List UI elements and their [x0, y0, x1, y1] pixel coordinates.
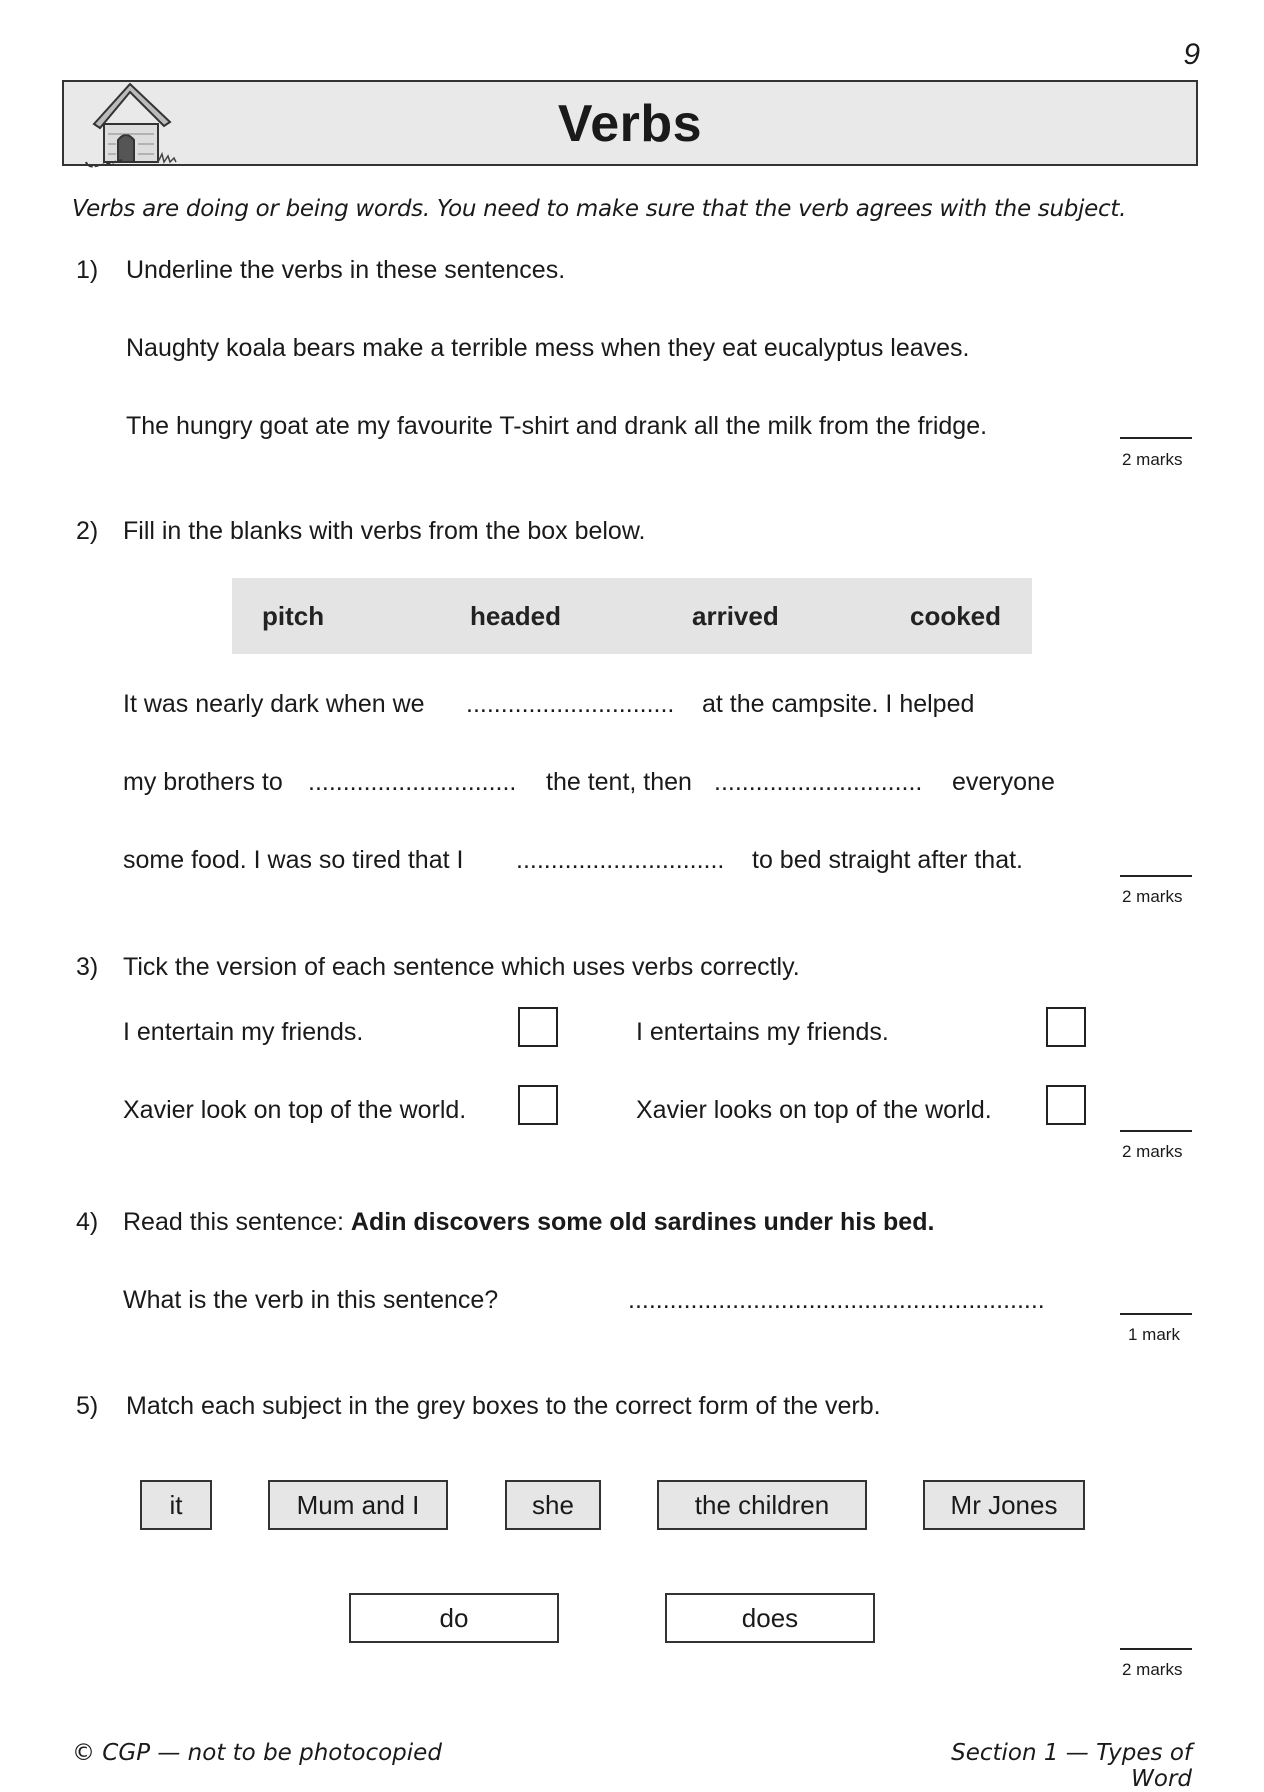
q5-marks: 2 marks — [1122, 1660, 1183, 1679]
q2-line-1a: It was nearly dark when we — [123, 690, 425, 718]
q2-blank-4[interactable]: .............................. — [516, 846, 725, 874]
q2-instruction: Fill in the blanks with verbs from the box below. — [123, 517, 646, 545]
q3-marks-line — [1120, 1130, 1192, 1132]
q2-line-3a: some food. I was so tired that I — [123, 846, 464, 874]
q2-line-2a: my brothers to — [123, 768, 283, 796]
q5-marks-line — [1120, 1648, 1192, 1650]
q4-marks: 1 mark — [1128, 1325, 1180, 1344]
q3-row1-left: I entertain my friends. — [123, 1018, 364, 1046]
q1-instruction: Underline the verbs in these sentences. — [126, 256, 566, 284]
q1-marks: 2 marks — [1122, 450, 1183, 469]
q4-lead: Read this sentence: — [123, 1208, 351, 1236]
q2-marks-line — [1120, 875, 1192, 877]
q2-line-2c: everyone — [952, 768, 1055, 796]
q5-number: 5) — [76, 1392, 99, 1420]
page-number: 9 — [1183, 38, 1200, 71]
q1-sentence-2: The hungry goat ate my favourite T-shirt and drank all the milk from the fridge. — [126, 412, 988, 440]
q2-line-1b: at the campsite. I helped — [702, 690, 975, 718]
page-title: Verbs — [557, 95, 703, 153]
subject-box-it[interactable]: it — [140, 1480, 212, 1530]
q4-sentence: Adin discovers some old sardines under his bed. — [350, 1208, 935, 1236]
subject-box-she[interactable]: she — [505, 1480, 601, 1530]
word-box — [232, 578, 1032, 654]
footer-section: Section 1 — Types of Word — [951, 1740, 1192, 1792]
q2-line-2b: the tent, then — [546, 768, 692, 796]
subject-box-mum-and-i[interactable]: Mum and I — [268, 1480, 448, 1530]
q1-number: 1) — [76, 256, 99, 284]
q2-blank-1[interactable]: .............................. — [466, 690, 675, 718]
q3-row2-right: Xavier looks on top of the world. — [636, 1096, 992, 1124]
title-bar — [62, 80, 1198, 166]
q3-number: 3) — [76, 953, 99, 981]
q2-number: 2) — [76, 517, 99, 545]
subject-box-mr-jones[interactable]: Mr Jones — [923, 1480, 1085, 1530]
q3-row2-left: Xavier look on top of the world. — [123, 1096, 467, 1124]
verb-box-does[interactable]: does — [665, 1593, 875, 1643]
intro-text: Verbs are doing or being words. You need to make sure that the verb agrees with the subject. — [72, 196, 1127, 222]
q4-answer-blank[interactable]: ............................................................ — [628, 1286, 1045, 1314]
q1-sentence-1: Naughty koala bears make a terrible mess when they eat eucalyptus leaves. — [126, 334, 970, 362]
q4-line — [123, 1208, 934, 1237]
q3-tick-box-3[interactable] — [518, 1085, 558, 1125]
footer-copyright: © CGP — not to be photocopied — [72, 1740, 442, 1766]
q4-marks-line — [1120, 1313, 1192, 1315]
subject-box-the-children[interactable]: the children — [657, 1480, 867, 1530]
q2-blank-2[interactable]: .............................. — [308, 768, 517, 796]
word-pitch: pitch — [262, 601, 325, 631]
q2-marks: 2 marks — [1122, 887, 1183, 906]
q3-tick-box-4[interactable] — [1046, 1085, 1086, 1125]
q3-marks: 2 marks — [1122, 1142, 1183, 1161]
q2-blank-3[interactable]: .............................. — [714, 768, 923, 796]
q2-line-3b: to bed straight after that. — [752, 846, 1023, 874]
q3-tick-box-2[interactable] — [1046, 1007, 1086, 1047]
q4-number: 4) — [76, 1208, 99, 1236]
q3-row1-right: I entertains my friends. — [636, 1018, 889, 1046]
q3-instruction: Tick the version of each sentence which uses verbs correctly. — [123, 953, 800, 981]
q4-question: What is the verb in this sentence? — [123, 1286, 499, 1314]
word-arrived: arrived — [692, 601, 779, 631]
word-cooked: cooked — [910, 601, 1002, 631]
word-headed: headed — [470, 601, 562, 631]
q1-marks-line — [1120, 437, 1192, 439]
verb-box-do[interactable]: do — [349, 1593, 559, 1643]
q5-instruction: Match each subject in the grey boxes to the correct form of the verb. — [126, 1392, 881, 1420]
q3-tick-box-1[interactable] — [518, 1007, 558, 1047]
